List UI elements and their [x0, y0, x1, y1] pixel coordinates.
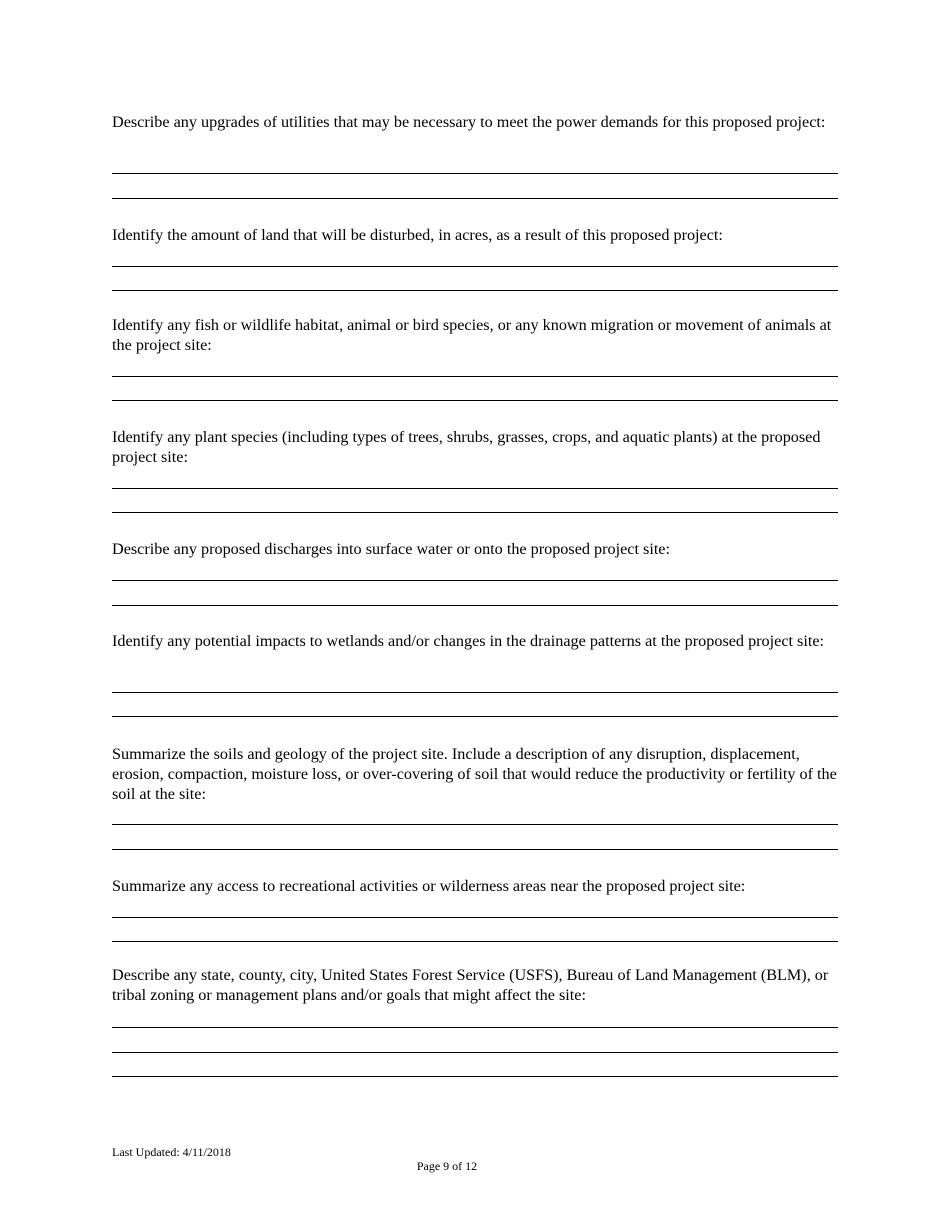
- question-wetlands-drainage: Identify any potential impacts to wetlands and/or changes in the drainage patterns at the proposed project site:: [112, 632, 825, 650]
- answer-line[interactable]: [112, 488, 838, 489]
- answer-line[interactable]: [112, 266, 838, 267]
- answer-line[interactable]: [112, 580, 838, 581]
- question-discharges: Describe any proposed discharges into surface water or onto the proposed project site:: [112, 540, 670, 558]
- last-updated-date: Last Updated: 4/11/2018: [112, 1145, 231, 1159]
- answer-line[interactable]: [112, 692, 838, 693]
- answer-line[interactable]: [112, 290, 838, 291]
- answer-line[interactable]: [112, 376, 838, 377]
- answer-line[interactable]: [112, 1076, 838, 1077]
- answer-line[interactable]: [112, 198, 838, 199]
- question-wildlife-habitat: Identify any fish or wildlife habitat, animal or bird species, or any known migration or movement of animals at the project site:: [112, 316, 832, 354]
- page-number: Page 9 of 12: [416, 1159, 478, 1173]
- question-plant-species: Identify any plant species (including types of trees, shrubs, grasses, crops, and aquatic plants) at the proposed project site:: [112, 428, 821, 466]
- question-land-disturbed: Identify the amount of land that will be disturbed, in acres, as a result of this proposed project:: [112, 226, 723, 244]
- answer-line[interactable]: [112, 941, 838, 942]
- answer-line[interactable]: [112, 512, 838, 513]
- answer-line[interactable]: [112, 173, 838, 174]
- question-soils-geology: Summarize the soils and geology of the project site. Include a description of any disruption, displacement, erosion, compaction, moisture loss, or over-covering of soil that would reduce the productivity or fertility of the soil at the site:: [112, 745, 837, 803]
- answer-line[interactable]: [112, 605, 838, 606]
- answer-line[interactable]: [112, 824, 838, 825]
- answer-line[interactable]: [112, 1027, 838, 1028]
- question-recreational-access: Summarize any access to recreational activities or wilderness areas near the proposed project site:: [112, 877, 746, 895]
- answer-line[interactable]: [112, 917, 838, 918]
- answer-line[interactable]: [112, 716, 838, 717]
- answer-line[interactable]: [112, 849, 838, 850]
- question-utilities-upgrades: Describe any upgrades of utilities that may be necessary to meet the power demands for this proposed project:: [112, 113, 826, 131]
- answer-line[interactable]: [112, 1052, 838, 1053]
- answer-line[interactable]: [112, 400, 838, 401]
- question-zoning-management-plans: Describe any state, county, city, United States Forest Service (USFS), Bureau of Land Management (BLM), or tribal zoning or management plans and/or goals that might affect the site:: [112, 966, 829, 1004]
